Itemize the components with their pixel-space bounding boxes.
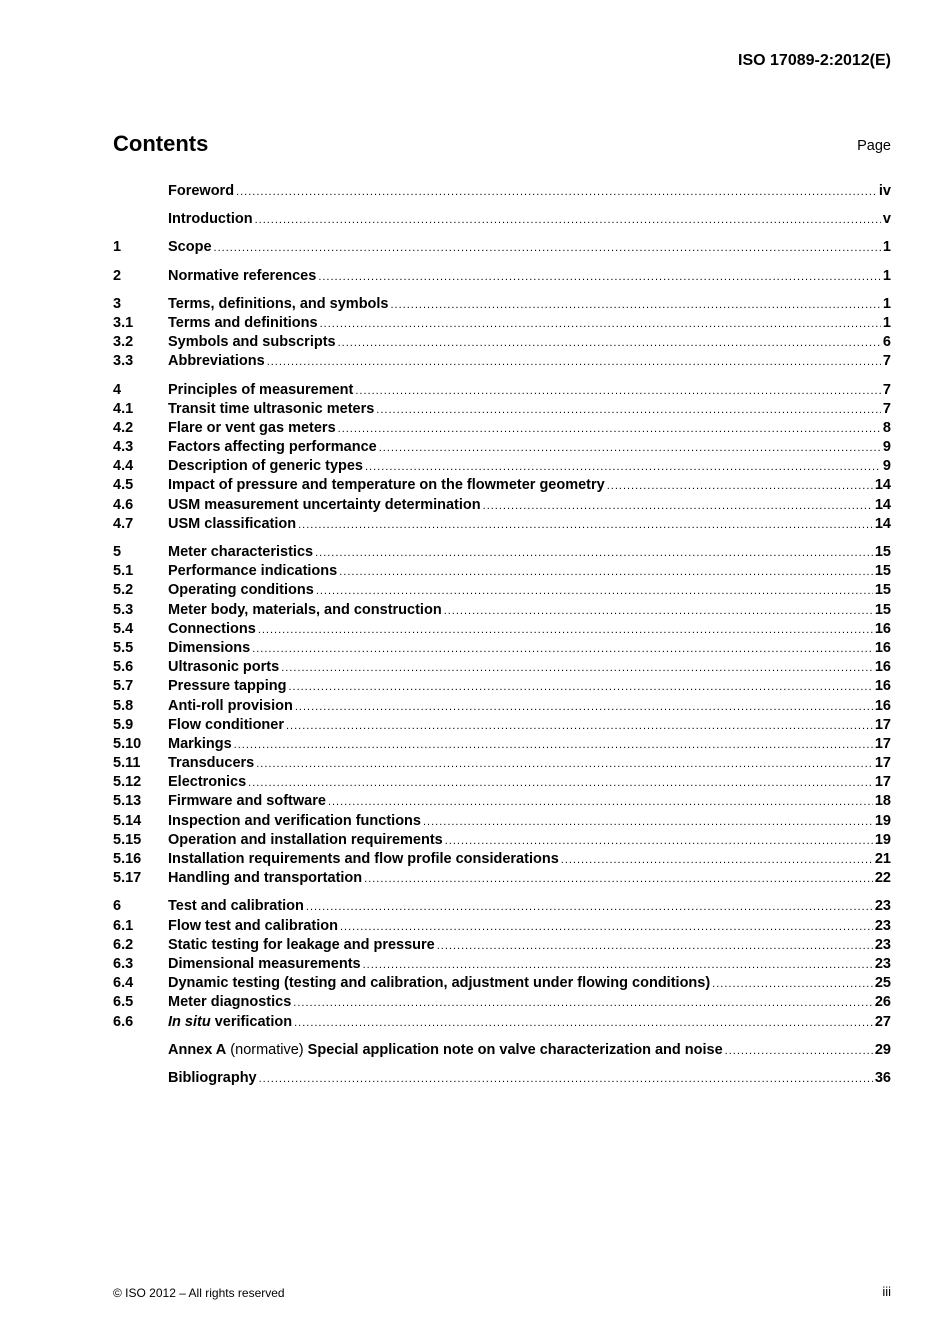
toc-entry-number: 4.6 [113, 496, 134, 513]
title-text: Normative references [168, 267, 317, 284]
title-text: Flow conditioner [168, 716, 284, 733]
toc-entry-number: 5.14 [113, 812, 142, 829]
dot-leader [267, 356, 881, 368]
toc-entry[interactable] [113, 296, 891, 315]
dot-leader [234, 739, 873, 751]
title-text: Test and calibration [168, 898, 304, 915]
dot-leader [255, 214, 881, 226]
toc-entry[interactable] [113, 755, 891, 774]
title-text: Dynamic testing (testing and calibration, adjustment under flowing conditions) [168, 975, 711, 992]
title-text: Special application note on valve characterization and noise [307, 1041, 723, 1058]
title-text: Anti-roll provision [168, 697, 293, 714]
title-text: Static testing for leakage and pressure [168, 936, 435, 953]
toc-entry[interactable] [113, 401, 891, 420]
title-text: verification [210, 1013, 293, 1030]
toc-entry-title [168, 183, 234, 199]
toc-entry-number: 4.4 [113, 458, 134, 475]
title-text: Flow test and calibration [168, 917, 338, 934]
title-text: Performance indications [168, 563, 338, 580]
dot-leader [214, 242, 881, 254]
title-text: USM measurement uncertainty determination [168, 496, 481, 513]
toc-entry[interactable] [113, 774, 891, 793]
toc-entry-page: 17 [874, 735, 891, 752]
toc-entry-title [168, 678, 286, 694]
title-text: Impact of pressure and temperature on the flowmeter geometry [168, 477, 605, 494]
toc-entry-title [168, 497, 481, 513]
toc-entry-page: 18 [874, 793, 891, 810]
toc-entry-number: 5.7 [113, 678, 134, 695]
toc-entry-page: 36 [874, 1069, 891, 1086]
dot-leader [316, 585, 873, 597]
toc-entry-title [168, 717, 284, 733]
toc-entry-number: 5.6 [113, 659, 134, 676]
dot-leader [281, 662, 873, 674]
dot-leader [288, 681, 872, 693]
dot-leader [338, 337, 881, 349]
toc-entry-page: 14 [874, 515, 891, 532]
toc-entry[interactable] [113, 898, 891, 917]
toc-entry-page: 21 [874, 851, 891, 867]
title-text: Foreword [168, 183, 235, 199]
toc-entry[interactable] [113, 477, 891, 496]
dot-leader [252, 643, 873, 655]
dot-leader [561, 854, 873, 866]
dot-leader [379, 442, 881, 454]
toc-entry-title [168, 774, 246, 790]
toc-entry[interactable] [113, 994, 891, 1013]
toc-entry-title [168, 211, 253, 227]
toc-entry-page: 16 [874, 697, 891, 714]
title-text: Scope [168, 239, 212, 256]
title-italic-part: In situ [168, 1013, 211, 1030]
toc-entry-page: 1 [882, 295, 891, 312]
toc-entry-number: 5.13 [113, 793, 142, 810]
title-text: Connections [168, 620, 256, 637]
toc-entry-page: 22 [874, 870, 891, 887]
toc-entry[interactable] [113, 975, 891, 994]
toc-entry-page: 23 [874, 917, 891, 934]
toc-entry-title [168, 382, 353, 398]
toc-entry[interactable] [113, 832, 891, 851]
toc-entry-number: 5.16 [113, 851, 142, 867]
dot-leader [445, 835, 873, 847]
toc-entry-number: 5.4 [113, 620, 134, 637]
toc-entry-page: 15 [874, 544, 891, 560]
dot-leader [363, 959, 873, 971]
title-text: Meter diagnostics [168, 994, 292, 1011]
dot-leader [258, 624, 873, 636]
title-text: Bibliography [168, 1069, 257, 1086]
toc-entry-title [168, 851, 559, 867]
page-number: iii [882, 1284, 891, 1299]
toc-entry-page: 17 [874, 774, 891, 791]
toc-entry-title [168, 937, 435, 953]
toc-entry-title [168, 401, 374, 417]
toc-entry-number: 6.4 [113, 975, 134, 992]
dot-leader [320, 318, 881, 330]
toc-entry-title [168, 832, 443, 848]
toc-entry[interactable] [113, 659, 891, 678]
toc-entry-number: 3.2 [113, 334, 134, 351]
toc-entry[interactable] [113, 956, 891, 975]
title-text: Abbreviations [168, 353, 265, 370]
dot-leader [483, 500, 873, 512]
title-text: Transit time ultrasonic meters [168, 400, 375, 417]
toc-entry-page: 27 [874, 1013, 891, 1030]
toc-entry[interactable] [113, 382, 891, 401]
dot-leader [444, 605, 873, 617]
title-text: Markings [168, 735, 232, 752]
toc-entry-title [168, 698, 293, 714]
title-text: Installation requirements and flow profile considerations [168, 851, 559, 867]
title-text: Meter body, materials, and construction [168, 601, 442, 618]
toc-entry-title [168, 315, 318, 331]
toc-entry-title [168, 1014, 292, 1030]
dot-leader [725, 1045, 873, 1057]
toc-entry[interactable] [113, 211, 891, 230]
toc-entry-number: 5 [113, 544, 122, 560]
toc-entry-page: 16 [874, 620, 891, 637]
toc-entry-page: 6 [882, 334, 891, 351]
dot-leader [340, 921, 873, 933]
toc-entry-title [168, 736, 232, 752]
toc-entry-title [168, 659, 279, 675]
toc-entry-title [168, 975, 710, 991]
title-text: Symbols and subscripts [168, 334, 336, 351]
title-text: USM classification [168, 515, 297, 532]
title-text: Firmware and software [168, 793, 326, 810]
toc-entry-number: 5.15 [113, 831, 142, 848]
toc-entry[interactable] [113, 937, 891, 956]
toc-entry-page: 16 [874, 678, 891, 695]
toc-entry-title [168, 793, 326, 809]
toc-entry-title [168, 582, 314, 598]
toc-entry[interactable] [113, 918, 891, 937]
toc-entry-number: 4.2 [113, 419, 134, 436]
title-text: Inspection and verification functions [168, 812, 421, 829]
dot-leader [376, 404, 881, 416]
toc-entry[interactable] [113, 183, 891, 202]
toc-entry-title [168, 918, 338, 934]
toc-entry[interactable] [113, 851, 891, 870]
toc-entry[interactable] [113, 420, 891, 439]
toc-entry-page: 19 [874, 812, 891, 829]
dot-leader [437, 940, 873, 952]
title-text: Introduction [168, 211, 253, 228]
toc-entry-page: 17 [874, 716, 891, 733]
toc-entry-number: 6.2 [113, 936, 134, 953]
toc-entry[interactable] [113, 239, 891, 258]
toc-entry-page: 29 [874, 1041, 891, 1058]
toc-entry-number: 5.2 [113, 582, 134, 599]
dot-leader [355, 385, 881, 397]
toc-entry-title [168, 420, 336, 436]
dot-leader [339, 566, 873, 578]
toc-entry-page: 23 [874, 955, 891, 972]
dot-leader [294, 1017, 873, 1029]
toc-entry-title [168, 334, 336, 350]
toc-entry-number: 6 [113, 898, 122, 915]
toc-entry-number: 4.1 [113, 400, 134, 417]
toc-entry[interactable] [113, 544, 891, 563]
dot-leader [259, 1073, 873, 1085]
toc-entry[interactable] [113, 678, 891, 697]
toc-entry-page: v [882, 211, 891, 228]
toc-entry-number: 4.5 [113, 477, 134, 494]
dot-leader [365, 461, 881, 473]
toc-entry[interactable] [113, 497, 891, 516]
toc-entry-number: 2 [113, 267, 122, 284]
toc-entry-number: 5.17 [113, 870, 142, 887]
toc-entry[interactable] [113, 621, 891, 640]
toc-entry-title [168, 640, 250, 656]
dot-leader [293, 997, 873, 1009]
title-text: Electronics [168, 774, 247, 791]
title-text: Transducers [168, 755, 255, 772]
toc-entry-number: 5.8 [113, 697, 134, 714]
title-text: Dimensional measurements [168, 955, 361, 972]
toc-entry[interactable] [113, 1042, 891, 1061]
dot-leader [298, 519, 873, 531]
toc-entry-number: 4.7 [113, 515, 134, 532]
toc-entry-page: 14 [874, 496, 891, 513]
toc-entry-number: 1 [113, 239, 122, 256]
toc-entry[interactable] [113, 353, 891, 372]
dot-leader [295, 701, 873, 713]
dot-leader [286, 720, 873, 732]
title-text: Flare or vent gas meters [168, 419, 336, 436]
page-column-label: Page [857, 138, 891, 154]
toc-entry-page: 7 [882, 353, 891, 370]
title-text: Terms and definitions [168, 314, 318, 331]
title-text: Terms, definitions, and symbols [168, 295, 389, 312]
toc-entry-title [168, 458, 363, 474]
toc-entry-page: 23 [874, 936, 891, 953]
contents-heading: Contents [113, 131, 209, 156]
toc-entry-page: 16 [874, 659, 891, 676]
toc-entry-page: 26 [874, 994, 891, 1011]
title-text: Dimensions [168, 639, 251, 656]
toc-entry[interactable] [113, 1014, 891, 1033]
toc-entry-number: 5.9 [113, 716, 134, 733]
toc-entry-title [168, 813, 421, 829]
toc-entry[interactable] [113, 717, 891, 736]
dot-leader [391, 299, 881, 311]
dot-leader [256, 758, 873, 770]
toc-entry-number: 3 [113, 295, 122, 312]
dot-leader [306, 901, 873, 913]
toc-entry[interactable] [113, 793, 891, 812]
toc-entry[interactable] [113, 268, 891, 287]
toc-entry-title [168, 1070, 257, 1086]
toc-entry[interactable] [113, 640, 891, 659]
toc-entry[interactable] [113, 563, 891, 582]
title-text: Pressure tapping [168, 678, 287, 695]
toc-entry-page: 9 [882, 439, 891, 456]
toc-entry-number: 3.3 [113, 353, 134, 370]
toc-entry-title [168, 353, 265, 369]
title-text: Description of generic types [168, 458, 363, 475]
toc-entry-number: 6.3 [113, 955, 134, 972]
toc-entry-number: 4.3 [113, 439, 134, 456]
toc-entry-title [168, 755, 254, 771]
toc-entry-title [168, 994, 291, 1010]
document-id: ISO 17089-2:2012(E) [738, 52, 891, 69]
toc-entry-number: 5.3 [113, 601, 134, 618]
toc-entry-page: 19 [874, 831, 891, 848]
toc-entry-title [168, 898, 304, 914]
toc-entry-title [168, 439, 377, 455]
toc-entry-title [168, 296, 389, 312]
toc-entry-page: 14 [874, 477, 891, 494]
dot-leader [315, 547, 873, 559]
toc-entry-number: 5.11 [113, 755, 141, 772]
toc-entry-page: 7 [882, 400, 891, 417]
dot-leader [318, 271, 881, 283]
title-text: Ultrasonic ports [168, 659, 280, 676]
toc-entry-title [168, 1042, 723, 1058]
toc-entry[interactable] [113, 736, 891, 755]
toc-entry-title [168, 870, 362, 886]
toc-entry[interactable] [113, 582, 891, 601]
toc-entry-title [168, 268, 316, 284]
title-text: Factors affecting performance [168, 439, 377, 456]
toc-entry-number: 5.5 [113, 639, 134, 656]
toc-entry-page: 15 [874, 563, 891, 580]
toc-entry-page: 1 [882, 239, 891, 256]
toc-entry-number: 6.1 [113, 917, 134, 934]
toc-entry-number: 6.6 [113, 1013, 134, 1030]
toc-entry[interactable] [113, 334, 891, 353]
title-text: Meter characteristics [168, 544, 314, 560]
toc-entry[interactable] [113, 315, 891, 334]
toc-entry-page: 15 [874, 601, 891, 618]
dot-leader [712, 978, 873, 990]
toc-entry-number: 5.1 [113, 563, 134, 580]
toc-entry-title [168, 239, 212, 255]
title-text: Operating conditions [168, 582, 314, 599]
toc-entry[interactable] [113, 813, 891, 832]
toc-entry-page: 15 [874, 582, 891, 599]
toc-entry-page: 9 [882, 458, 891, 475]
toc-entry-page: 1 [882, 267, 891, 284]
title-text: Operation and installation requirements [168, 831, 443, 848]
toc-entry-page: 8 [882, 419, 891, 436]
dot-leader [248, 777, 873, 789]
toc-entry-title [168, 563, 337, 579]
annex-type: (normative) [226, 1041, 308, 1058]
toc-entry-title [168, 956, 361, 972]
title-text: Handling and transportation [168, 870, 363, 887]
toc-entry-number: 5.10 [113, 735, 142, 752]
toc-entry-title [168, 621, 256, 637]
toc-entry-page: 7 [882, 381, 891, 398]
dot-leader [364, 873, 873, 885]
toc-entry[interactable] [113, 870, 891, 889]
toc-entry-page: iv [878, 183, 891, 199]
toc-entry-title [168, 516, 296, 532]
toc-entry-title [168, 602, 442, 618]
copyright-notice: © ISO 2012 – All rights reserved [113, 1286, 285, 1300]
toc-entry-number: 5.12 [113, 774, 142, 791]
title-text: Principles of measurement [168, 381, 354, 398]
dot-leader [328, 796, 873, 808]
toc-entry[interactable] [113, 458, 891, 477]
toc-entry[interactable] [113, 516, 891, 535]
toc-entry-number: 6.5 [113, 994, 134, 1011]
dot-leader [423, 816, 873, 828]
dot-leader [236, 186, 877, 198]
toc-entry-page: 16 [874, 639, 891, 656]
toc-entry[interactable] [113, 1070, 891, 1089]
toc-entry-title [168, 544, 313, 560]
toc-entry-page: 1 [882, 314, 891, 331]
toc-entry-page: 25 [874, 975, 891, 992]
table-of-contents [113, 183, 891, 1089]
toc-entry[interactable] [113, 698, 891, 717]
toc-entry[interactable] [113, 602, 891, 621]
toc-entry-page: 17 [874, 755, 891, 772]
toc-entry-title [168, 477, 605, 493]
toc-entry[interactable] [113, 439, 891, 458]
toc-entry-number: 4 [113, 381, 122, 398]
annex-label: Annex A [168, 1041, 227, 1058]
toc-entry-page: 23 [874, 898, 891, 915]
dot-leader [338, 423, 881, 435]
dot-leader [607, 480, 873, 492]
toc-entry-number: 3.1 [113, 314, 134, 331]
